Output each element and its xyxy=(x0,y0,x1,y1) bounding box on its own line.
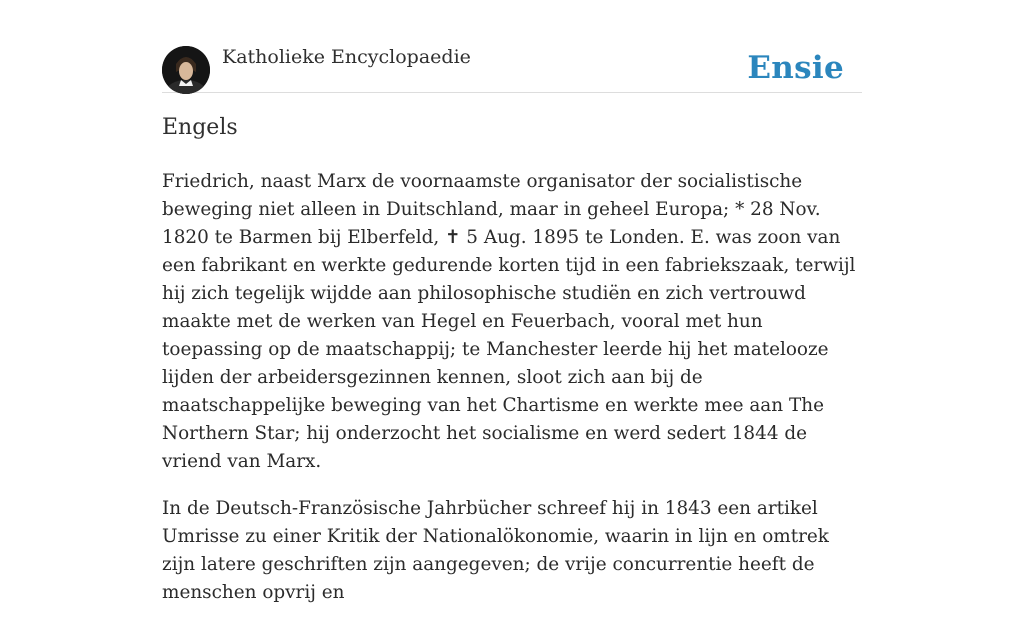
article-paragraph: In de Deutsch-Französische Jahrbücher schreef hij in 1843 een artikel Umrisse zu einer Kritik der Nationalökonomie, waarin in lijn en omtrek zijn latere geschriften zijn aangegeven; de vrije concurrentie heeft de menschen opvrij en xyxy=(162,498,829,603)
ensie-logo[interactable]: Ensie xyxy=(747,50,844,86)
site-header xyxy=(162,44,862,93)
article-paragraph: Friedrich, naast Marx de voornaamste organisator der socialistische beweging niet alleen in Duitschland, maar in geheel Europa; * 28 Nov. 1820 te Barmen bij Elberfeld, ✝ 5 Aug. 1895 te Londen. E. was zoon van een fabrikant en werkte gedurende korten tijd in een fabriekszaak, terwijl hij zich tegelijk wijdde aan philosophische studiën en zich vertrouwd maakte met de werken van Hegel en Feuerbach, vooral met hun toepassing op de maatschappij; te Manchester leerde hij het matelooze lijden der arbeidersgezinnen kennen, sloot zich aan bij de maatschappelijke beweging van het Chartisme en werkte mee aan The Northern Star; hij onderzocht het socialisme en werd sedert 1844 de vriend van Marx. xyxy=(162,171,856,472)
source-title[interactable]: Katholieke Encyclopaedie xyxy=(222,46,471,68)
entry-title: Engels xyxy=(162,115,238,140)
article-body xyxy=(162,168,862,626)
portrait-avatar-icon[interactable] xyxy=(162,46,210,94)
